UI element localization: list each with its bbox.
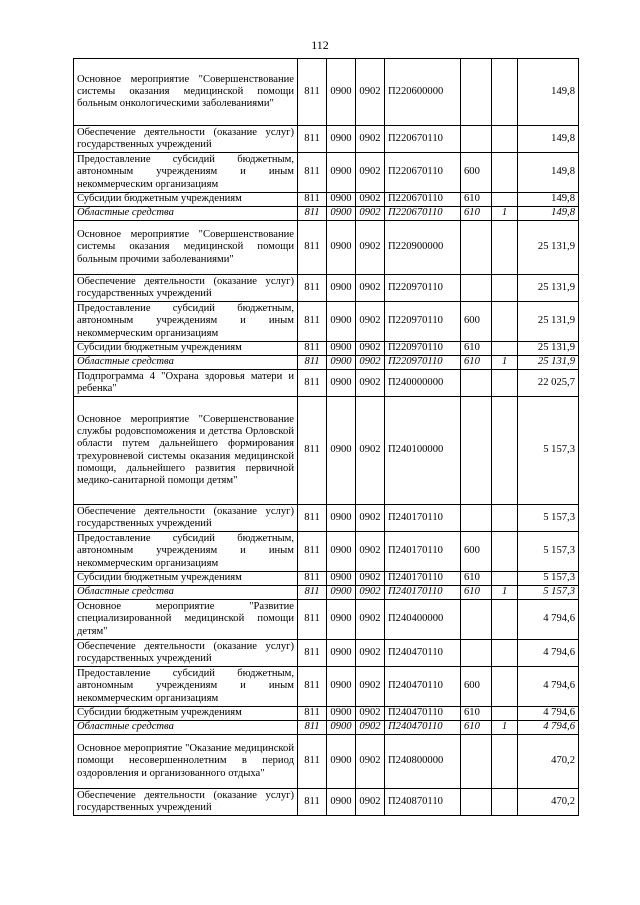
row-name: Областные средства	[74, 721, 298, 735]
cell-source	[492, 667, 518, 707]
cell-target-article: П240470110	[385, 640, 461, 667]
cell-amount: 149,8	[518, 153, 579, 193]
cell-amount: 470,2	[518, 789, 579, 816]
cell-section: 0900	[327, 735, 356, 789]
cell-target-article: П220970110	[385, 342, 461, 356]
cell-subsection: 0902	[356, 735, 385, 789]
row-name: Субсидии бюджетным учреждениям	[74, 707, 298, 721]
cell-expense-type	[461, 221, 492, 275]
cell-source	[492, 126, 518, 153]
cell-subsection: 0902	[356, 640, 385, 667]
cell-grbs: 811	[298, 735, 327, 789]
cell-grbs: 811	[298, 586, 327, 600]
cell-section: 0900	[327, 640, 356, 667]
cell-grbs: 811	[298, 640, 327, 667]
cell-section: 0900	[327, 370, 356, 397]
cell-grbs: 811	[298, 153, 327, 193]
cell-subsection: 0902	[356, 600, 385, 640]
cell-target-article: П240000000	[385, 370, 461, 397]
cell-subsection: 0902	[356, 572, 385, 586]
cell-section: 0900	[327, 707, 356, 721]
table-row	[74, 59, 579, 126]
cell-source	[492, 532, 518, 572]
table-row	[74, 356, 579, 370]
cell-subsection: 0902	[356, 193, 385, 207]
cell-source	[492, 302, 518, 342]
cell-target-article: П220670110	[385, 153, 461, 193]
cell-expense-type: 600	[461, 302, 492, 342]
cell-expense-type: 610	[461, 707, 492, 721]
cell-expense-type: 610	[461, 342, 492, 356]
cell-grbs: 811	[298, 721, 327, 735]
cell-section: 0900	[327, 397, 356, 505]
cell-amount: 5 157,3	[518, 532, 579, 572]
cell-subsection: 0902	[356, 721, 385, 735]
cell-section: 0900	[327, 59, 356, 126]
cell-grbs: 811	[298, 302, 327, 342]
row-name: Обеспечение деятельности (оказание услуг) государственных учреждений	[74, 505, 298, 532]
cell-grbs: 811	[298, 505, 327, 532]
cell-subsection: 0902	[356, 532, 385, 572]
cell-target-article: П240100000	[385, 397, 461, 505]
row-name: Субсидии бюджетным учреждениям	[74, 342, 298, 356]
cell-expense-type: 610	[461, 721, 492, 735]
row-name: Субсидии бюджетным учреждениям	[74, 572, 298, 586]
table-row	[74, 370, 579, 397]
row-name: Предоставление субсидий бюджетным, автономным учреждениям и иным некоммерческим организациям	[74, 153, 298, 193]
cell-source	[492, 397, 518, 505]
cell-target-article: П240170110	[385, 505, 461, 532]
budget-table	[73, 58, 579, 816]
cell-grbs: 811	[298, 789, 327, 816]
row-name: Обеспечение деятельности (оказание услуг) государственных учреждений	[74, 640, 298, 667]
cell-expense-type	[461, 789, 492, 816]
row-name: Обеспечение деятельности (оказание услуг) государственных учреждений	[74, 789, 298, 816]
row-name: Предоставление субсидий бюджетным, автономным учреждениям и иным некоммерческим организациям	[74, 532, 298, 572]
cell-grbs: 811	[298, 370, 327, 397]
cell-grbs: 811	[298, 193, 327, 207]
cell-amount: 25 131,9	[518, 302, 579, 342]
table-row	[74, 275, 579, 302]
cell-grbs: 811	[298, 600, 327, 640]
table-row	[74, 505, 579, 532]
cell-subsection: 0902	[356, 356, 385, 370]
cell-amount: 149,8	[518, 207, 579, 221]
cell-amount: 25 131,9	[518, 275, 579, 302]
cell-grbs: 811	[298, 397, 327, 505]
cell-subsection: 0902	[356, 153, 385, 193]
table-row	[74, 193, 579, 207]
cell-target-article: П240800000	[385, 735, 461, 789]
cell-section: 0900	[327, 207, 356, 221]
cell-source	[492, 735, 518, 789]
cell-source	[492, 707, 518, 721]
cell-source	[492, 640, 518, 667]
cell-expense-type	[461, 126, 492, 153]
cell-expense-type: 600	[461, 532, 492, 572]
cell-subsection: 0902	[356, 302, 385, 342]
cell-target-article: П220900000	[385, 221, 461, 275]
row-name: Областные средства	[74, 586, 298, 600]
cell-subsection: 0902	[356, 667, 385, 707]
cell-source	[492, 370, 518, 397]
cell-expense-type	[461, 505, 492, 532]
cell-subsection: 0902	[356, 342, 385, 356]
cell-section: 0900	[327, 153, 356, 193]
row-name: Основное мероприятие "Совершенствование системы оказания медицинской помощи больным прочими заболеваниями"	[74, 221, 298, 275]
table-row	[74, 667, 579, 707]
cell-section: 0900	[327, 600, 356, 640]
table-row	[74, 221, 579, 275]
row-name: Подпрограмма 4 "Охрана здоровья матери и ребенка"	[74, 370, 298, 397]
cell-expense-type: 600	[461, 667, 492, 707]
cell-amount: 5 157,3	[518, 397, 579, 505]
cell-expense-type: 610	[461, 207, 492, 221]
page-number: 112	[311, 38, 329, 52]
cell-grbs: 811	[298, 707, 327, 721]
table-row	[74, 207, 579, 221]
cell-target-article: П220670110	[385, 207, 461, 221]
cell-source	[492, 505, 518, 532]
cell-expense-type: 610	[461, 193, 492, 207]
cell-amount: 4 794,6	[518, 707, 579, 721]
cell-subsection: 0902	[356, 397, 385, 505]
cell-amount: 149,8	[518, 193, 579, 207]
cell-target-article: П240170110	[385, 532, 461, 572]
cell-section: 0900	[327, 667, 356, 707]
cell-source	[492, 572, 518, 586]
cell-target-article: П240400000	[385, 600, 461, 640]
cell-amount: 4 794,6	[518, 721, 579, 735]
cell-expense-type	[461, 640, 492, 667]
table-row	[74, 735, 579, 789]
cell-subsection: 0902	[356, 59, 385, 126]
cell-grbs: 811	[298, 59, 327, 126]
table-row	[74, 721, 579, 735]
cell-subsection: 0902	[356, 586, 385, 600]
cell-section: 0900	[327, 342, 356, 356]
row-name: Основное мероприятие "Совершенствование службы родовспоможения и детства Орловской области путем дальнейшего формирования трехуровневой системы оказания медицинской помощи, дальнейшего развития первичной медико-санитарной помощи детям"	[74, 397, 298, 505]
cell-target-article: П240170110	[385, 572, 461, 586]
cell-amount: 5 157,3	[518, 572, 579, 586]
cell-source	[492, 600, 518, 640]
row-name: Основное мероприятие "Совершенствование системы оказания медицинской помощи больным онкологическими заболеваниями"	[74, 59, 298, 126]
cell-amount: 25 131,9	[518, 342, 579, 356]
cell-grbs: 811	[298, 221, 327, 275]
cell-section: 0900	[327, 572, 356, 586]
cell-expense-type: 610	[461, 572, 492, 586]
cell-target-article: П220970110	[385, 302, 461, 342]
cell-subsection: 0902	[356, 707, 385, 721]
cell-grbs: 811	[298, 126, 327, 153]
cell-target-article: П240470110	[385, 721, 461, 735]
cell-target-article: П240170110	[385, 586, 461, 600]
row-name: Основное мероприятие "Оказание медицинской помощи несовершеннолетним в период оздоровления и организованного отдыха"	[74, 735, 298, 789]
cell-target-article: П240870110	[385, 789, 461, 816]
cell-subsection: 0902	[356, 370, 385, 397]
cell-amount: 4 794,6	[518, 600, 579, 640]
table-row	[74, 153, 579, 193]
cell-amount: 470,2	[518, 735, 579, 789]
table-row	[74, 302, 579, 342]
row-name: Основное мероприятие "Развитие специализированной медицинской помощи детям"	[74, 600, 298, 640]
cell-grbs: 811	[298, 275, 327, 302]
cell-target-article: П220970110	[385, 275, 461, 302]
cell-target-article: П220670110	[385, 126, 461, 153]
cell-grbs: 811	[298, 572, 327, 586]
cell-target-article: П240470110	[385, 667, 461, 707]
table-row	[74, 126, 579, 153]
row-name: Областные средства	[74, 356, 298, 370]
cell-source: 1	[492, 207, 518, 221]
cell-target-article: П220670110	[385, 193, 461, 207]
cell-amount: 25 131,9	[518, 221, 579, 275]
cell-target-article: П220600000	[385, 59, 461, 126]
cell-amount: 22 025,7	[518, 370, 579, 397]
cell-expense-type	[461, 275, 492, 302]
table-row	[74, 342, 579, 356]
cell-expense-type: 610	[461, 586, 492, 600]
cell-source	[492, 193, 518, 207]
cell-section: 0900	[327, 356, 356, 370]
cell-subsection: 0902	[356, 221, 385, 275]
cell-section: 0900	[327, 126, 356, 153]
table-row	[74, 640, 579, 667]
row-name: Областные средства	[74, 207, 298, 221]
cell-grbs: 811	[298, 207, 327, 221]
cell-source	[492, 221, 518, 275]
cell-subsection: 0902	[356, 207, 385, 221]
cell-grbs: 811	[298, 342, 327, 356]
cell-section: 0900	[327, 721, 356, 735]
cell-expense-type	[461, 397, 492, 505]
cell-section: 0900	[327, 302, 356, 342]
cell-amount: 4 794,6	[518, 640, 579, 667]
cell-section: 0900	[327, 586, 356, 600]
cell-amount: 5 157,3	[518, 505, 579, 532]
table-row	[74, 532, 579, 572]
cell-subsection: 0902	[356, 126, 385, 153]
cell-amount: 149,8	[518, 59, 579, 126]
cell-expense-type: 600	[461, 153, 492, 193]
cell-subsection: 0902	[356, 275, 385, 302]
cell-subsection: 0902	[356, 789, 385, 816]
cell-grbs: 811	[298, 532, 327, 572]
cell-source: 1	[492, 356, 518, 370]
cell-subsection: 0902	[356, 505, 385, 532]
cell-amount: 4 794,6	[518, 667, 579, 707]
cell-section: 0900	[327, 532, 356, 572]
cell-source	[492, 275, 518, 302]
cell-expense-type	[461, 59, 492, 126]
cell-amount: 5 157,3	[518, 586, 579, 600]
cell-expense-type	[461, 370, 492, 397]
cell-section: 0900	[327, 275, 356, 302]
row-name: Предоставление субсидий бюджетным, автономным учреждениям и иным некоммерческим организациям	[74, 667, 298, 707]
cell-target-article: П220970110	[385, 356, 461, 370]
cell-section: 0900	[327, 789, 356, 816]
cell-expense-type	[461, 600, 492, 640]
cell-grbs: 811	[298, 356, 327, 370]
row-name: Предоставление субсидий бюджетным, автономным учреждениям и иным некоммерческим организациям	[74, 302, 298, 342]
cell-source: 1	[492, 586, 518, 600]
row-name: Обеспечение деятельности (оказание услуг) государственных учреждений	[74, 126, 298, 153]
cell-amount: 25 131,9	[518, 356, 579, 370]
cell-source	[492, 59, 518, 126]
cell-expense-type	[461, 735, 492, 789]
cell-target-article: П240470110	[385, 707, 461, 721]
table-row	[74, 397, 579, 505]
cell-grbs: 811	[298, 667, 327, 707]
table-row	[74, 586, 579, 600]
cell-section: 0900	[327, 505, 356, 532]
table-row	[74, 789, 579, 816]
row-name: Обеспечение деятельности (оказание услуг) государственных учреждений	[74, 275, 298, 302]
table-row	[74, 572, 579, 586]
cell-source: 1	[492, 721, 518, 735]
cell-source	[492, 153, 518, 193]
cell-source	[492, 789, 518, 816]
cell-section: 0900	[327, 193, 356, 207]
row-name: Субсидии бюджетным учреждениям	[74, 193, 298, 207]
cell-expense-type: 610	[461, 356, 492, 370]
table-row	[74, 600, 579, 640]
table-row	[74, 707, 579, 721]
cell-amount: 149,8	[518, 126, 579, 153]
cell-source	[492, 342, 518, 356]
budget-table-body	[74, 59, 579, 816]
cell-section: 0900	[327, 221, 356, 275]
